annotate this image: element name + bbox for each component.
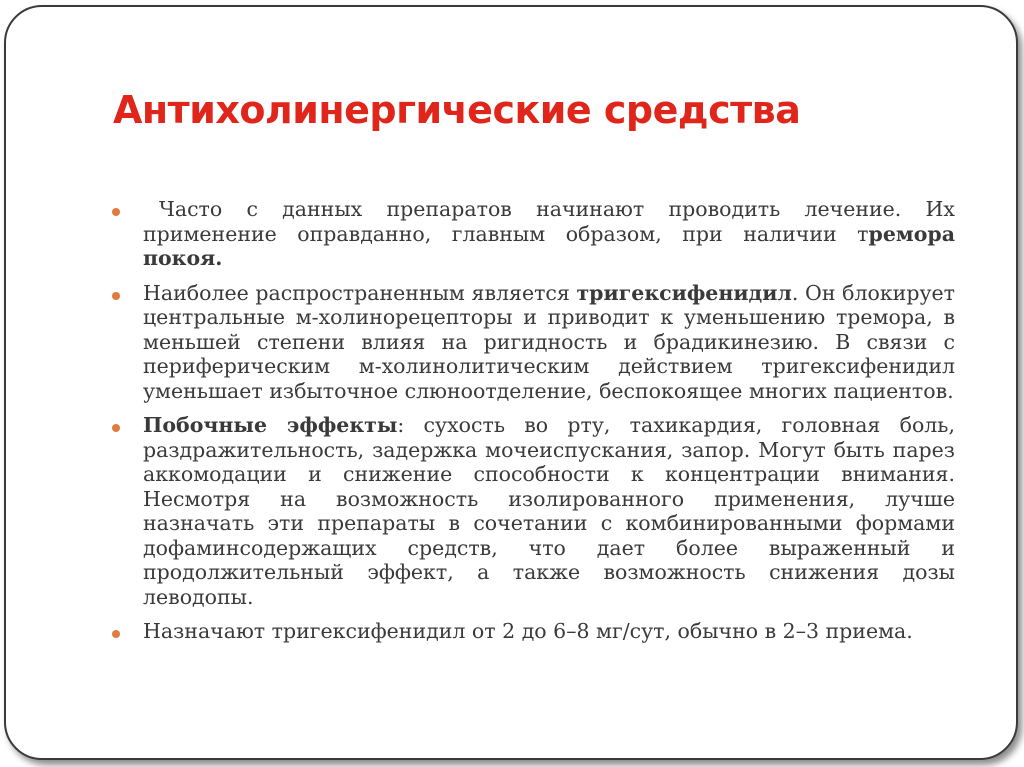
bullet-dot-icon xyxy=(112,630,120,638)
slide-title: Антихолинергические средства xyxy=(113,88,801,132)
bullet-bold-text: ремора покоя. xyxy=(143,221,955,270)
bullet-list xyxy=(110,197,955,654)
bullet-text: : сухость во рту, тахикардия, головная боль, раздражительность, задержка мочеиспускания, запор. Могут быть парез аккомодации и снижение способности к концентрации внимания. Несмотря на возможность изолированного применения, лучше назначать эти препараты в сочетании с комбинированными формами дофаминсодержащих средств, что дает более выраженный и продолжительный эффект, а также возможность снижения дозы леводопы. xyxy=(143,413,955,609)
bullet-dot-icon xyxy=(112,292,120,300)
bullet-text: Назначают тригексифенидил от 2 до 6–8 мг/сут, обычно в 2–3 приема. xyxy=(143,619,913,643)
bullet-item xyxy=(110,619,955,644)
bullet-dot-icon xyxy=(112,424,120,432)
bullet-bold-text: Побочные эффекты xyxy=(143,413,398,437)
bullet-dot-icon xyxy=(112,208,120,216)
bullet-text: Часто с данных препаратов начинают проводить лечение. Их применение оправданно, главным образом, при наличии т xyxy=(143,197,955,246)
bullet-item xyxy=(110,281,955,404)
bullet-text: Наиболее распространенным является xyxy=(143,280,577,305)
bullet-item xyxy=(110,197,955,271)
bullet-item xyxy=(110,413,955,609)
bullet-text: . Он блокирует центральные м-холинорецепторы и приводит к уменьшению тремора, в меньшей степени влияя на ригидность и брадикинезию. В связи с периферическим м-холинолитическим действием тригексифенидил уменьшает избыточное слюноотделение, беспокоящее многих пациентов. xyxy=(143,280,955,403)
bullet-bold-text: тригексифенидил xyxy=(576,280,792,305)
